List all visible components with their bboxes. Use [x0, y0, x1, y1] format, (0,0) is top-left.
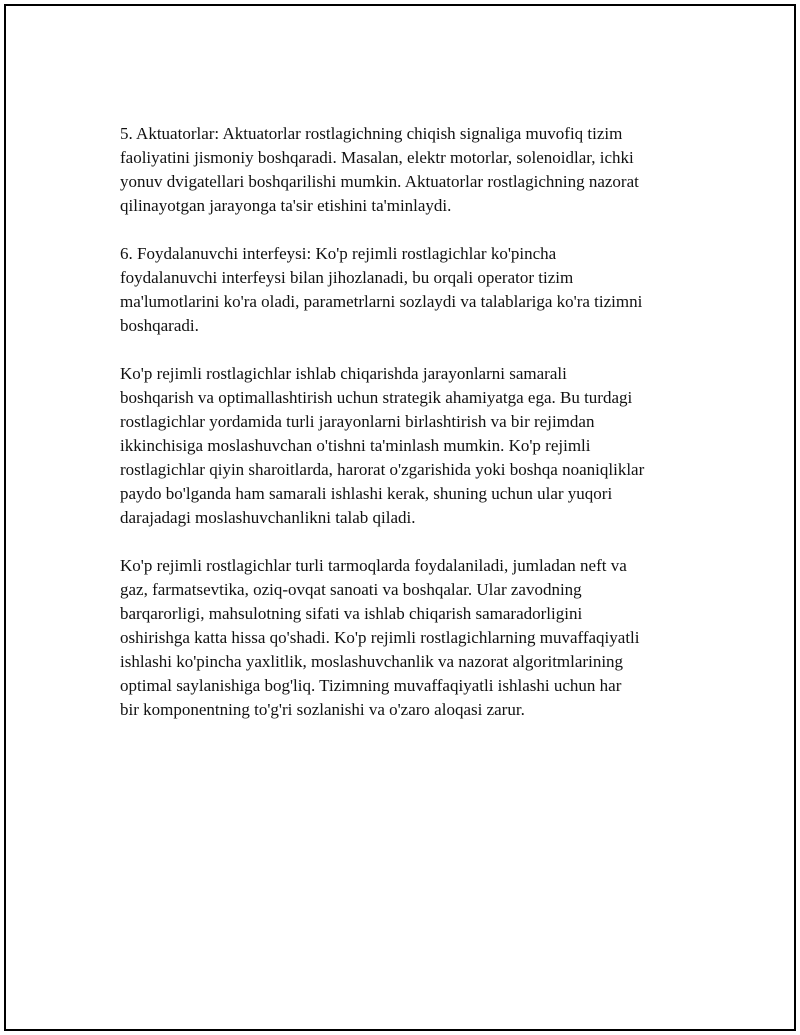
paragraph-strategic-importance — [120, 362, 700, 530]
text-line: optimal saylanishiga bog'liq. Tizimning muvaffaqiyatli ishlashi uchun har — [120, 676, 622, 695]
text-line: Ko'p rejimli rostlagichlar turli tarmoqlarda foydalaniladi, jumladan neft va — [120, 556, 627, 575]
text-line: boshqaradi. — [120, 316, 199, 335]
text-line: rostlagichlar qiyin sharoitlarda, harorat o'zgarishida yoki boshqa noaniqliklar — [120, 460, 645, 479]
text-line: yonuv dvigatellari boshqarilishi mumkin. Aktuatorlar rostlagichning nazorat — [120, 172, 639, 191]
paragraph-industry-use — [120, 554, 700, 722]
text-line: barqarorligi, mahsulotning sifati va ishlab chiqarish samaradorligini — [120, 604, 583, 623]
text-line: darajadagi moslashuvchanlikni talab qiladi. — [120, 508, 416, 527]
text-line: rostlagichlar yordamida turli jarayonlarni birlashtirish va bir rejimdan — [120, 412, 595, 431]
text-line: faoliyatini jismoniy boshqaradi. Masalan, elektr motorlar, solenoidlar, ichki — [120, 148, 634, 167]
text-line: ishlashi ko'pincha yaxlitlik, moslashuvchanlik va nazorat algoritmlarining — [120, 652, 624, 671]
text-line: boshqarish va optimallashtirish uchun strategik ahamiyatga ega. Bu turdagi — [120, 388, 633, 407]
text-line: bir komponentning to'g'ri sozlanishi va o'zaro aloqasi zarur. — [120, 700, 525, 719]
text-line: foydalanuvchi interfeysi bilan jihozlanadi, bu orqali operator tizim — [120, 268, 574, 287]
paragraph-actuators — [120, 122, 700, 218]
text-line: gaz, farmatsevtika, oziq-ovqat sanoati va boshqalar. Ular zavodning — [120, 580, 582, 599]
text-line: ma'lumotlarini ko'ra oladi, parametrlarni sozlaydi va talablariga ko'ra tizimni — [120, 292, 643, 311]
text-line: oshirishga katta hissa qo'shadi. Ko'p rejimli rostlagichlarning muvaffaqiyatli — [120, 628, 640, 647]
text-line: ikkinchisiga moslashuvchan o'tishni ta'minlash mumkin. Ko'p rejimli — [120, 436, 591, 455]
text-line: Ko'p rejimli rostlagichlar ishlab chiqarishda jarayonlarni samarali — [120, 364, 567, 383]
document-body — [120, 122, 700, 746]
text-line: 5. Aktuatorlar: Aktuatorlar rostlagichning chiqish signaliga muvofiq tizim — [120, 124, 623, 143]
document-page — [4, 4, 796, 1031]
text-line: paydo bo'lganda ham samarali ishlashi kerak, shuning uchun ular yuqori — [120, 484, 613, 503]
text-line: 6. Foydalanuvchi interfeysi: Ko'p rejimli rostlagichlar ko'pincha — [120, 244, 557, 263]
paragraph-user-interface — [120, 242, 700, 338]
text-line: qilinayotgan jarayonga ta'sir etishini ta'minlaydi. — [120, 196, 452, 215]
